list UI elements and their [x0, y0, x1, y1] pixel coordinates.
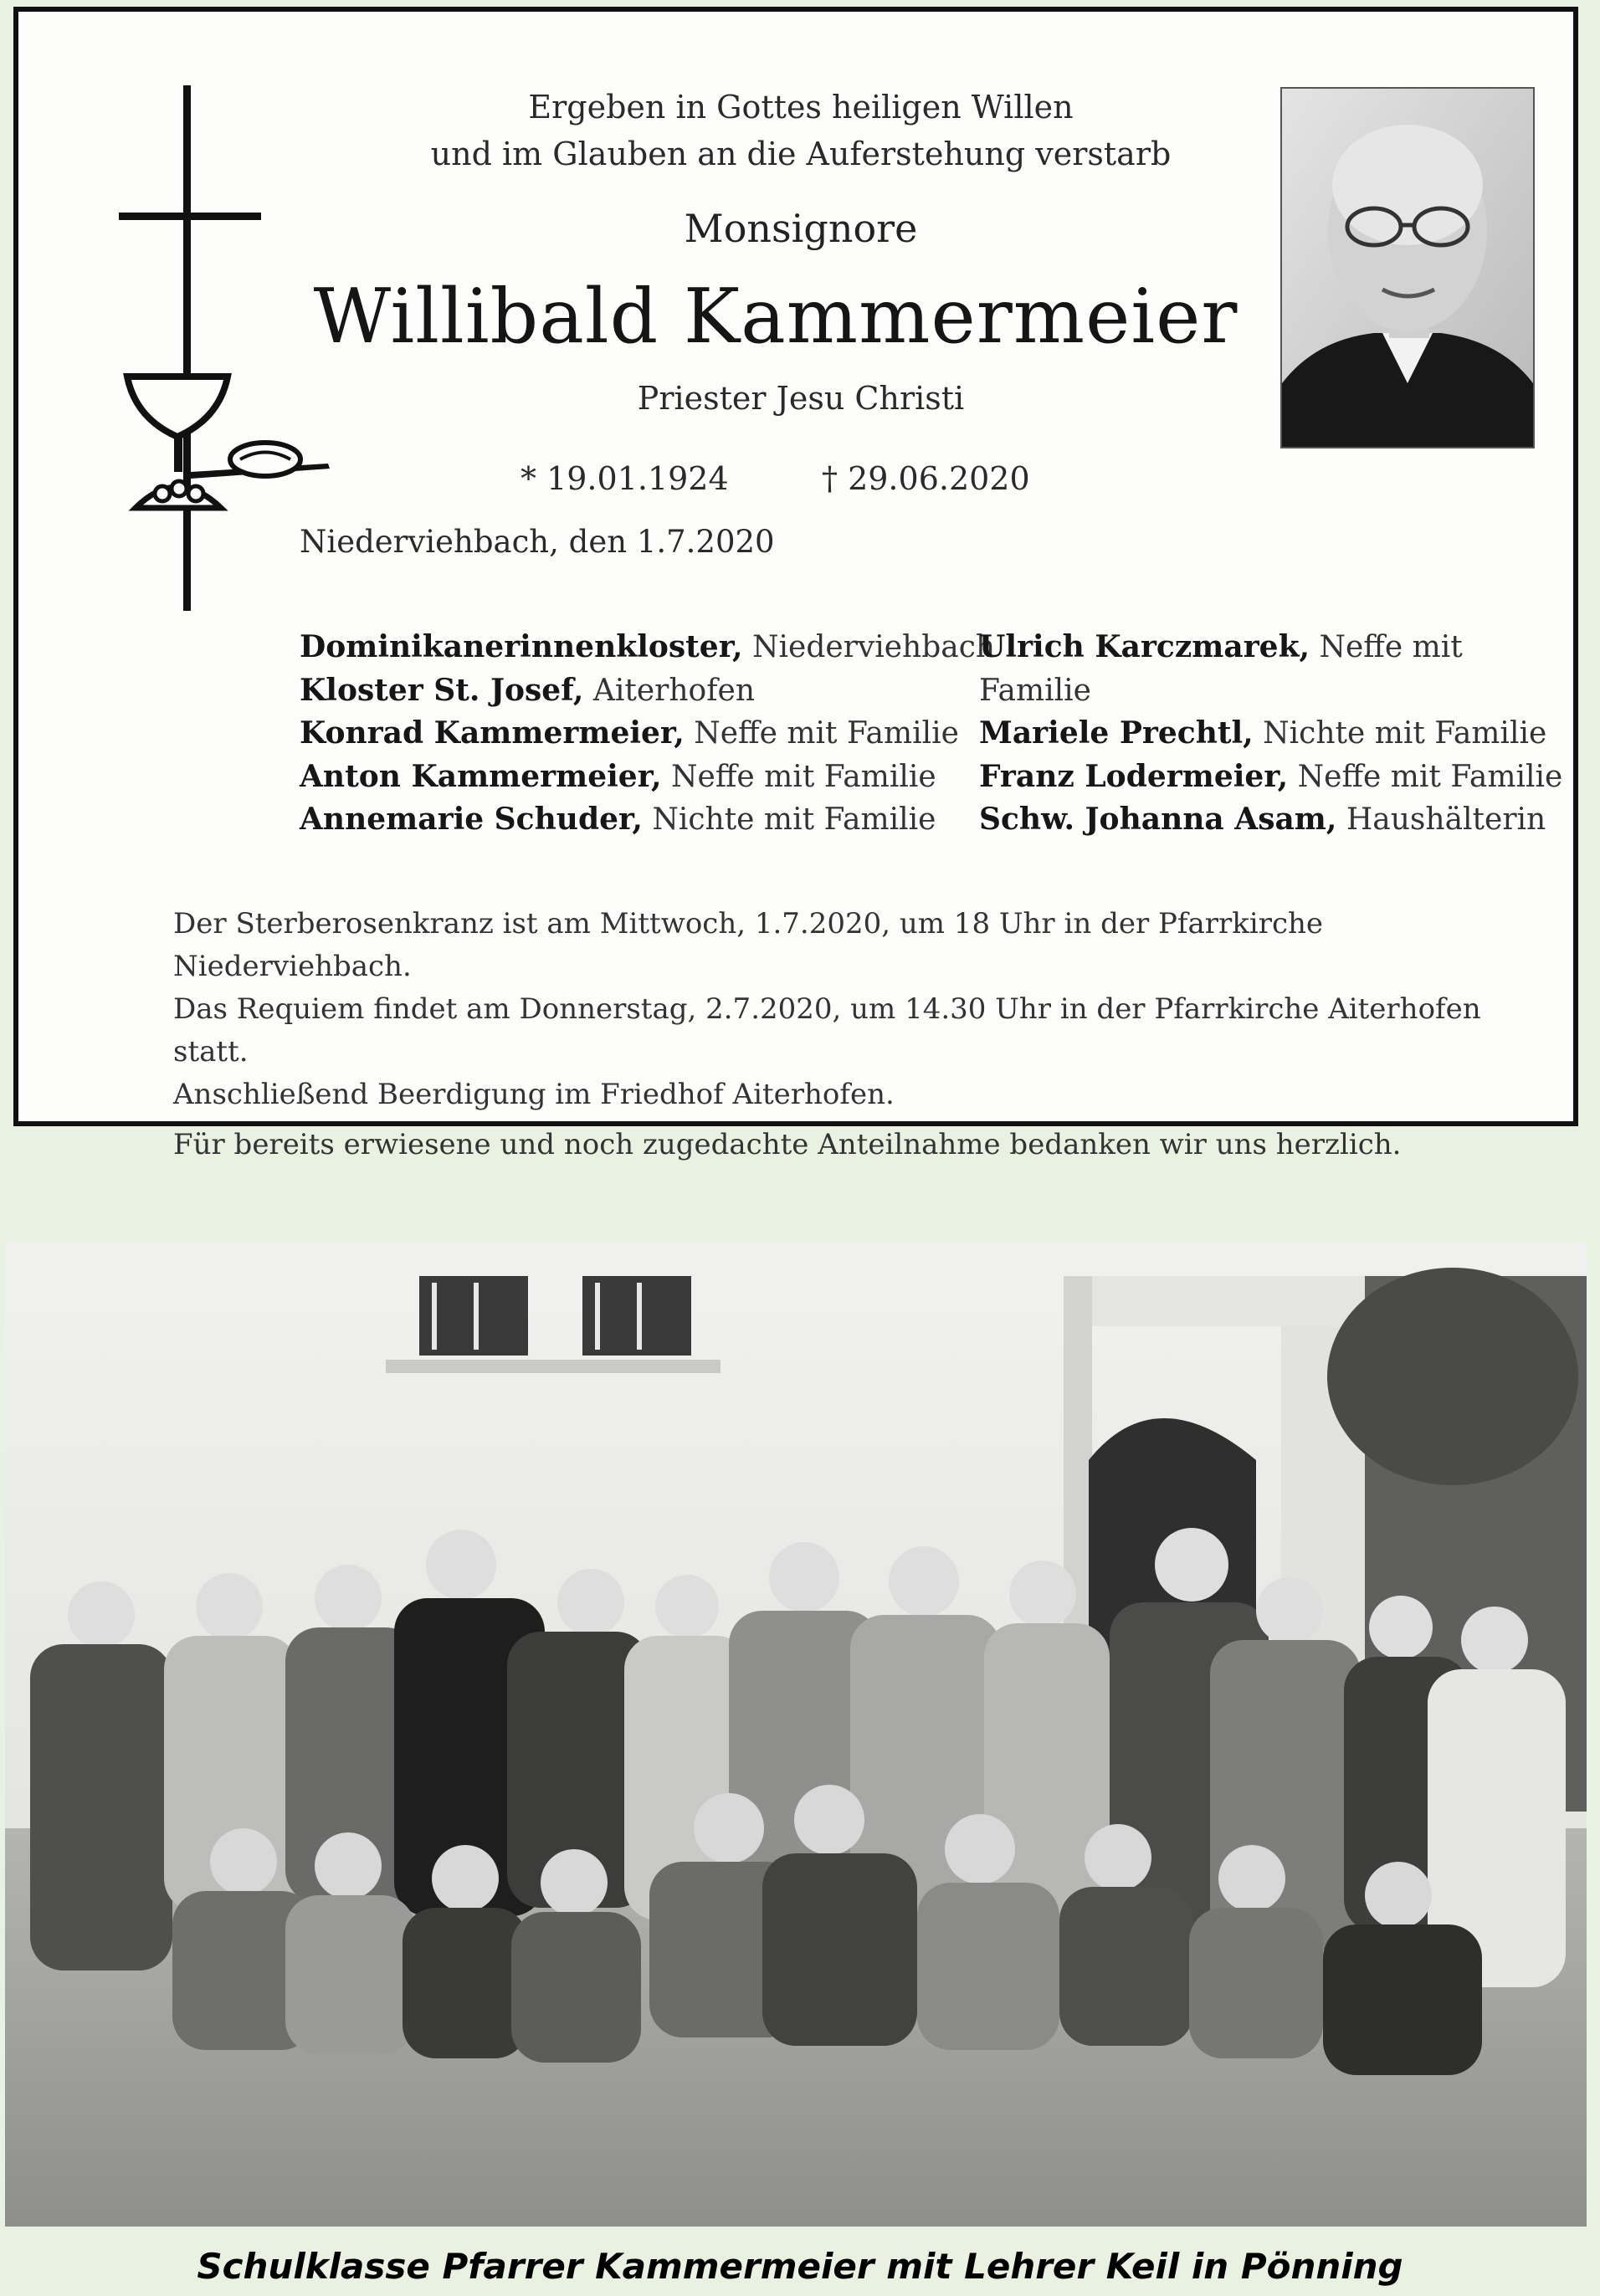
mourner-name: Konrad Kammermeier, [300, 715, 685, 751]
mourner-entry [300, 669, 995, 713]
mourner-relation: Neffe mit Familie [979, 630, 1463, 708]
burial-note: Anschließend Beerdigung im Friedhof Aiterhofen. [173, 1078, 895, 1111]
mourner-name: Mariele Prechtl, [979, 715, 1254, 751]
mourner-name: Dominikanerinnenkloster, [300, 629, 743, 664]
photo-caption: Schulklasse Pfarrer Kammermeier mit Lehrer Keil in Pönning [197, 2246, 1403, 2287]
thanks-note: Für bereits erwiesene und noch zugedachte Anteilnahme bedanken wir uns herzlich. [173, 1128, 1402, 1161]
deceased-subtitle: Priester Jesu Christi [637, 380, 965, 417]
school-class-photo [5, 1243, 1587, 2227]
mourners-left-column [300, 626, 995, 842]
mourner-entry [300, 798, 995, 842]
mourner-entry [300, 756, 995, 799]
birth-date: * 19.01.1924 [521, 460, 729, 497]
intro-line-2: und im Glauben an die Auferstehung verstarb [430, 136, 1172, 172]
requiem-note: Das Requiem findet am Donnerstag, 2.7.2020, um 14.30 Uhr in der Pfarrkirche Aiterhofen statt. [173, 992, 1481, 1069]
place-and-date: Niederviehbach, den 1.7.2020 [300, 524, 775, 560]
mourner-relation: Neffe mit Familie [684, 716, 959, 751]
mourner-name: Ulrich Karczmarek, [979, 629, 1310, 664]
mourner-relation: Aiterhofen [583, 673, 756, 708]
rosary-note: Der Sterberosenkranz ist am Mittwoch, 1.7.2020, um 18 Uhr in der Pfarrkirche Niederviehbach. [173, 907, 1324, 983]
mourner-name: Kloster St. Josef, [300, 672, 584, 708]
mourner-relation: Neffe mit Familie [1288, 759, 1563, 794]
portrait-photo [1280, 87, 1535, 448]
mourner-relation: Neffe mit Familie [661, 759, 936, 794]
intro-line-1: Ergeben in Gottes heiligen Willen [528, 89, 1074, 126]
obituary-notice [13, 7, 1578, 1161]
mourner-name: Annemarie Schuder, [300, 802, 643, 837]
mourner-entry [979, 712, 1573, 756]
mourner-relation: Niederviehbach [742, 630, 996, 664]
mourner-entry [300, 626, 995, 669]
mourner-relation: Nichte mit Familie [642, 802, 936, 837]
mourner-relation: Haushälterin [1336, 802, 1546, 837]
mourner-name: Anton Kammermeier, [300, 758, 662, 794]
mourner-entry [300, 712, 995, 756]
death-date: † 29.06.2020 [822, 460, 1030, 497]
mourner-entry [979, 756, 1573, 799]
mourner-name: Schw. Johanna Asam, [979, 802, 1337, 837]
honorific-title: Monsignore [684, 206, 918, 251]
mourner-relation: Nichte mit Familie [1253, 716, 1547, 751]
deceased-name: Willibald Kammermeier [313, 273, 1238, 361]
service-notes [173, 903, 1562, 1166]
mourner-name: Franz Lodermeier, [979, 758, 1289, 794]
mourner-entry [979, 626, 1573, 712]
intro-text [345, 84, 1257, 177]
mourner-entry [979, 798, 1573, 842]
mourners-right-column [979, 626, 1573, 842]
